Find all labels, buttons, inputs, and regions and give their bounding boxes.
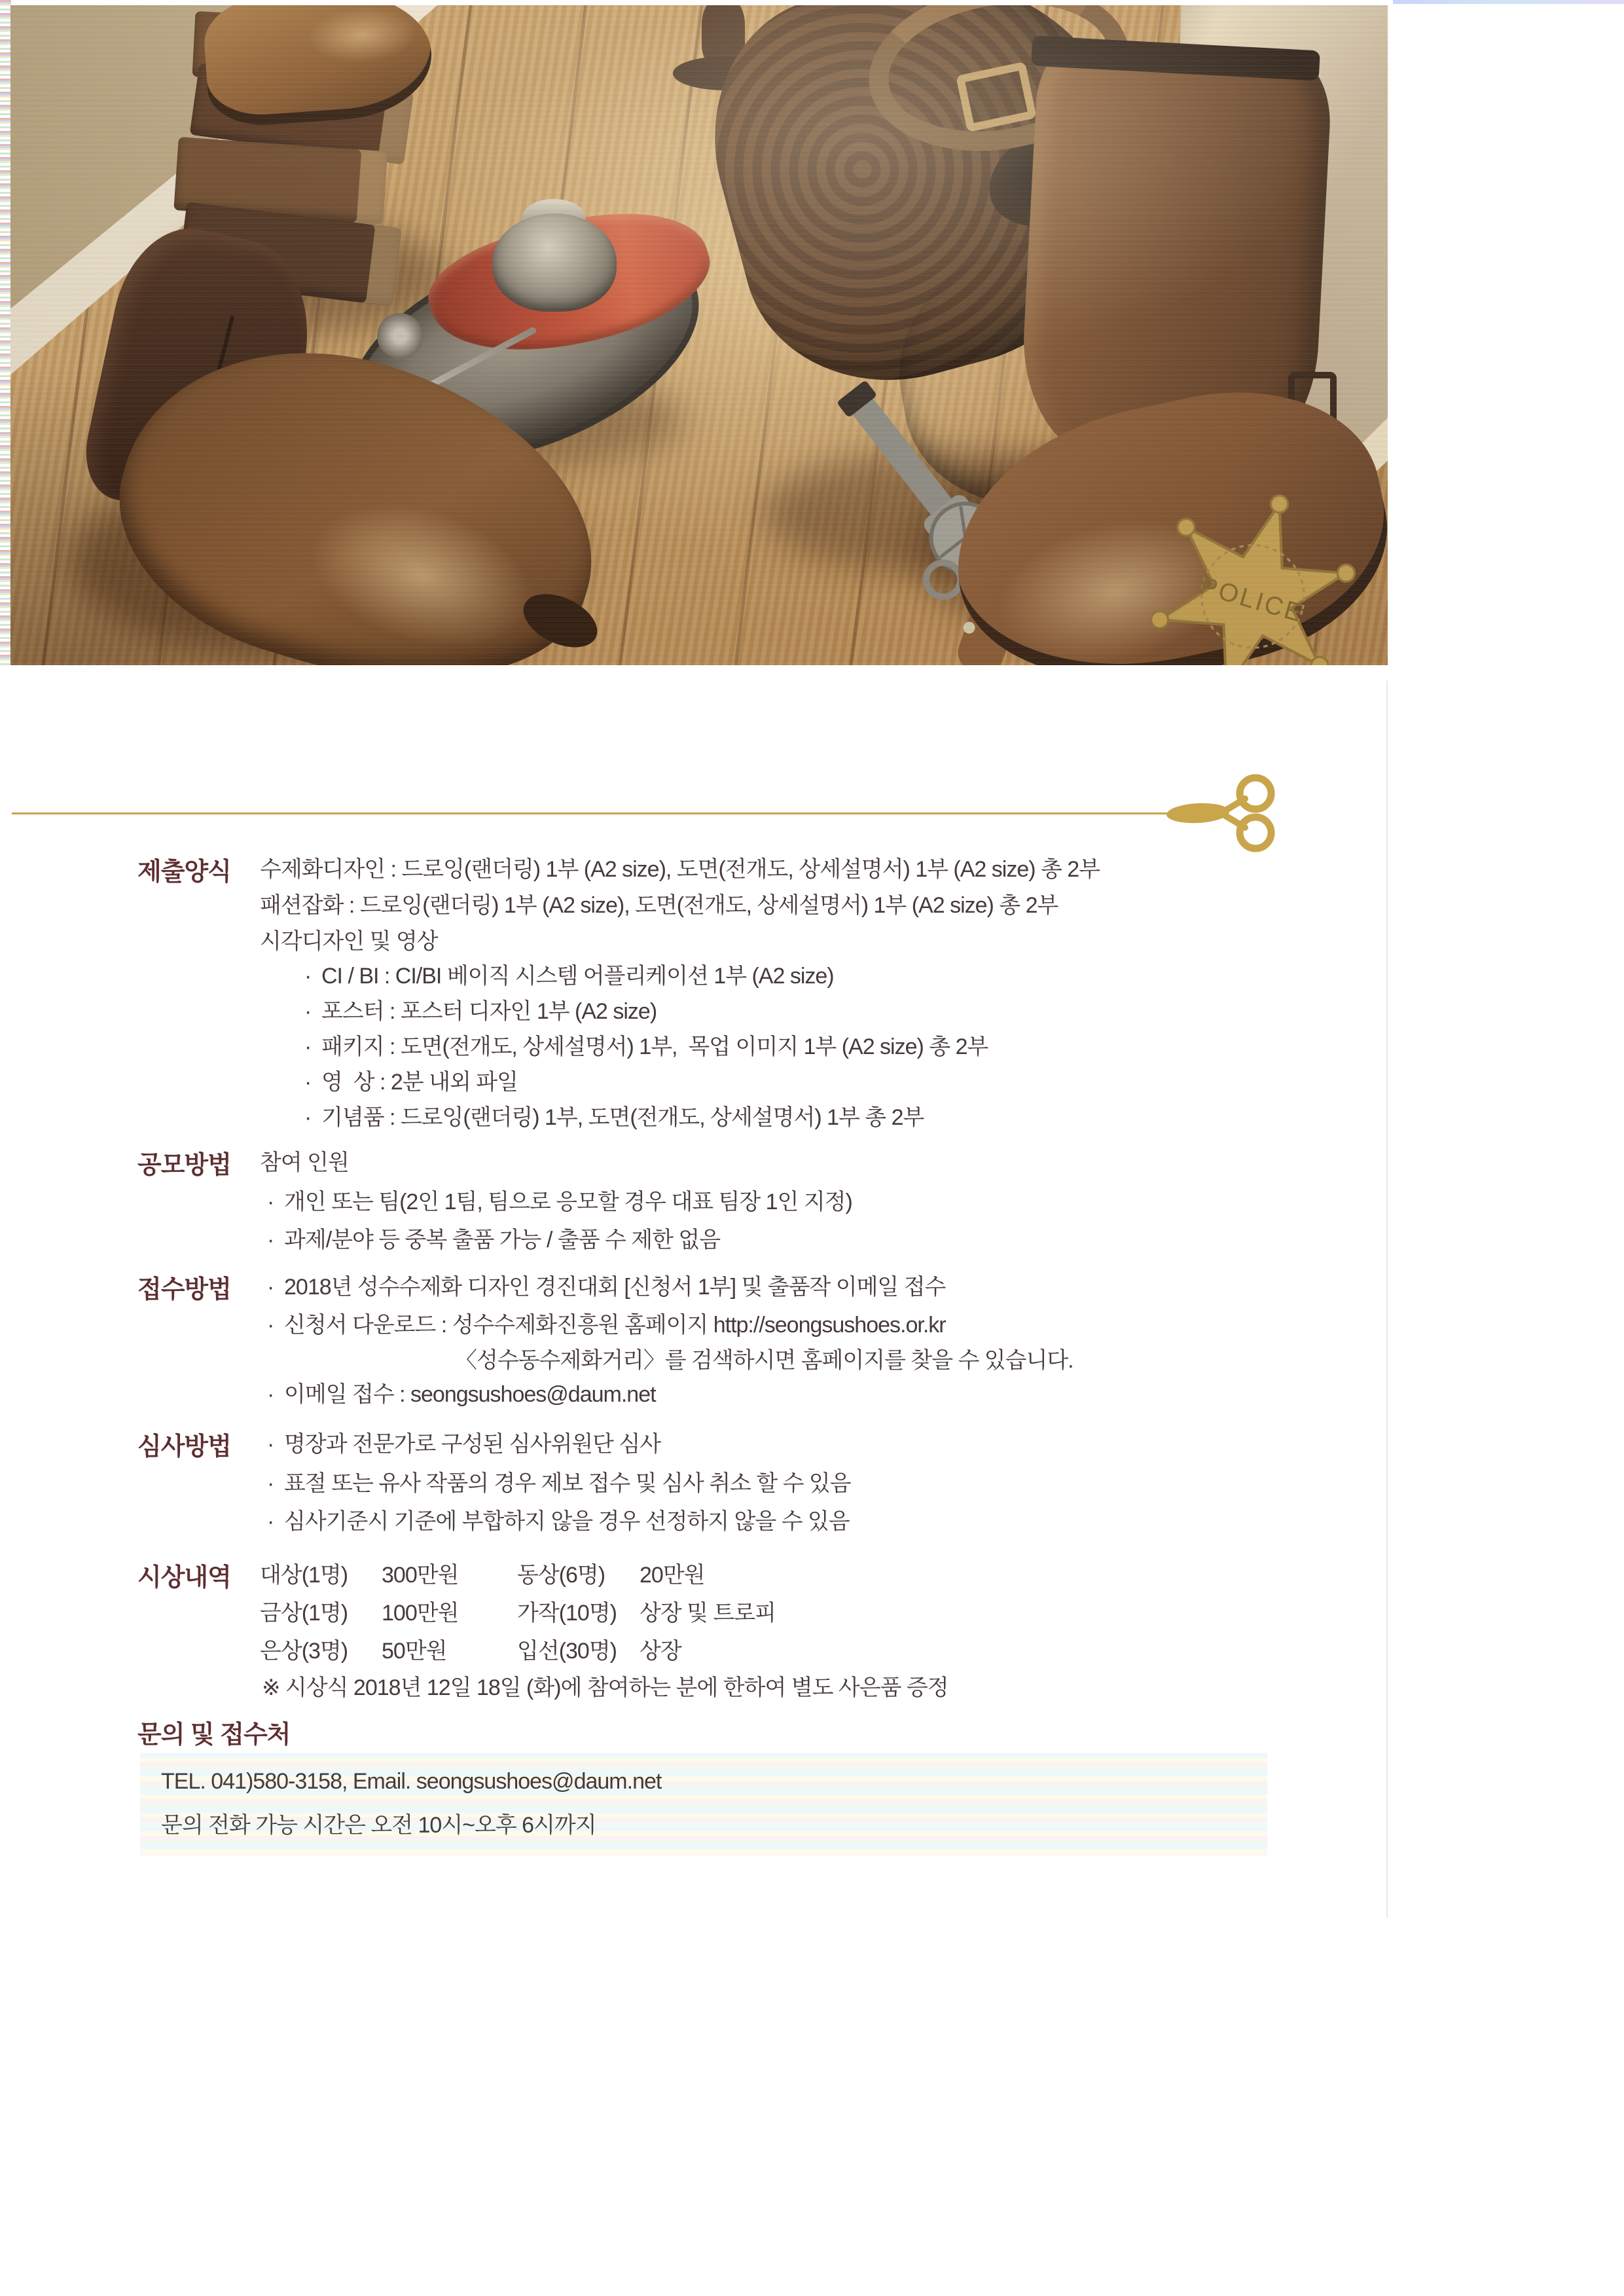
prize-note: ※ 시상식 2018년 12일 18일 (화)에 참여하는 분에 한하여 별도 사은품 증정 bbox=[262, 1675, 948, 1700]
section-heading-judging: 심사방법 bbox=[137, 1433, 231, 1461]
reception-bullet: · 신청서 다운로드 : 성수수제화진흥원 홈페이지 http://seongsushoes.or.kr bbox=[267, 1313, 946, 1338]
bullet-dot: · bbox=[304, 1034, 312, 1059]
bullet-dot: · bbox=[267, 1313, 274, 1338]
prize-name: 대상(1명) bbox=[260, 1563, 348, 1588]
bullet-dot: · bbox=[267, 1228, 274, 1252]
prize-name: 금상(1명) bbox=[260, 1601, 348, 1626]
section-heading-contact: 문의 및 접수처 bbox=[137, 1721, 291, 1749]
bullet-dot: · bbox=[304, 1105, 312, 1130]
prize-name: 입선(30명) bbox=[517, 1639, 617, 1664]
prize-name: 가작(10명) bbox=[517, 1601, 617, 1626]
submission-line: 시각디자인 및 영상 bbox=[260, 929, 438, 954]
bullet-dot: · bbox=[267, 1471, 274, 1496]
method-bullet: · 개인 또는 팀(2인 1팀, 팀으로 응모할 경우 대표 팀장 1인 지정) bbox=[267, 1190, 852, 1214]
submission-line: 패션잡화 : 드로잉(랜더링) 1부 (A2 size), 도면(전개도, 상세설명서) 1부 (A2 size) 총 2부 bbox=[260, 893, 1058, 918]
contact-box bbox=[140, 1753, 1267, 1855]
method-bullet: · 과제/분야 등 중복 출품 가능 / 출품 수 제한 없음 bbox=[267, 1228, 721, 1252]
bullet-dot: · bbox=[304, 1070, 312, 1095]
bullet-dot: · bbox=[267, 1382, 274, 1407]
prize-amount: 20만원 bbox=[640, 1563, 705, 1588]
submission-bullet: · 패키지 : 도면(전개도, 상세설명서) 1부, 목업 이미지 1부 (A2 size) 총 2부 bbox=[304, 1034, 988, 1059]
prize-amount: 50만원 bbox=[382, 1639, 447, 1664]
contact-line-tel: TEL. 041)580-3158, Email. seongsushoes@daum.net bbox=[161, 1769, 662, 1794]
section-heading-reception: 접수방법 bbox=[137, 1276, 231, 1303]
judging-bullet: · 명장과 전문가로 구성된 심사위원단 심사 bbox=[267, 1432, 661, 1457]
scan-artifact-vertical bbox=[1386, 681, 1388, 1918]
bullet-dot: · bbox=[267, 1190, 274, 1214]
section-heading-method: 공모방법 bbox=[137, 1152, 231, 1179]
bullet-dot: · bbox=[304, 964, 312, 989]
reception-bullet: · 이메일 접수 : seongsushoes@daum.net bbox=[267, 1382, 656, 1407]
prize-name: 동상(6명) bbox=[517, 1563, 605, 1588]
prize-amount: 상장 bbox=[640, 1639, 681, 1664]
photo-scanline-overlay bbox=[10, 5, 1388, 665]
prize-amount: 100만원 bbox=[382, 1601, 459, 1626]
contact-line-hours: 문의 전화 가능 시간은 오전 10시~오후 6시까지 bbox=[161, 1813, 596, 1838]
submission-bullet: · CI / BI : CI/BI 베이직 시스템 어플리케이션 1부 (A2 size) bbox=[304, 964, 834, 989]
method-intro: 참여 인원 bbox=[260, 1150, 349, 1175]
bullet-dot: · bbox=[267, 1275, 274, 1300]
divider-line bbox=[12, 812, 1183, 814]
scan-artifact-left bbox=[0, 0, 11, 665]
submission-bullet: · 기념품 : 드로잉(랜더링) 1부, 도면(전개도, 상세설명서) 1부 총 2부 bbox=[304, 1105, 924, 1130]
scissors-icon bbox=[1166, 771, 1284, 856]
prize-name: 은상(3명) bbox=[260, 1639, 348, 1664]
scan-artifact-top-right bbox=[1393, 0, 1624, 4]
section-heading-submission: 제출양식 bbox=[137, 858, 231, 886]
bullet-dot: · bbox=[304, 999, 312, 1024]
reception-bullet: · 2018년 성수수제화 디자인 경진대회 [신청서 1부] 및 출품작 이메일 접수 bbox=[267, 1275, 946, 1300]
bullet-dot: · bbox=[267, 1509, 274, 1534]
hero-photo bbox=[10, 5, 1388, 665]
bullet-dot: · bbox=[267, 1432, 274, 1457]
submission-bullet: · 포스터 : 포스터 디자인 1부 (A2 size) bbox=[304, 999, 657, 1024]
submission-bullet: · 영 상 : 2분 내외 파일 bbox=[304, 1070, 518, 1095]
section-heading-prizes: 시상내역 bbox=[137, 1564, 231, 1592]
judging-bullet: · 표절 또는 유사 작품의 경우 제보 접수 및 심사 취소 할 수 있음 bbox=[267, 1471, 851, 1496]
prize-amount: 300만원 bbox=[382, 1563, 459, 1588]
submission-line: 수제화디자인 : 드로잉(랜더링) 1부 (A2 size), 도면(전개도, 상세설명서) 1부 (A2 size) 총 2부 bbox=[260, 857, 1100, 882]
prize-amount: 상장 및 트로피 bbox=[640, 1601, 776, 1626]
reception-continuation: 〈성수동수제화거리〉를 검색하시면 홈페이지를 찾을 수 있습니다. bbox=[455, 1348, 1074, 1373]
judging-bullet: · 심사기준시 기준에 부합하지 않을 경우 선정하지 않을 수 있음 bbox=[267, 1509, 850, 1534]
